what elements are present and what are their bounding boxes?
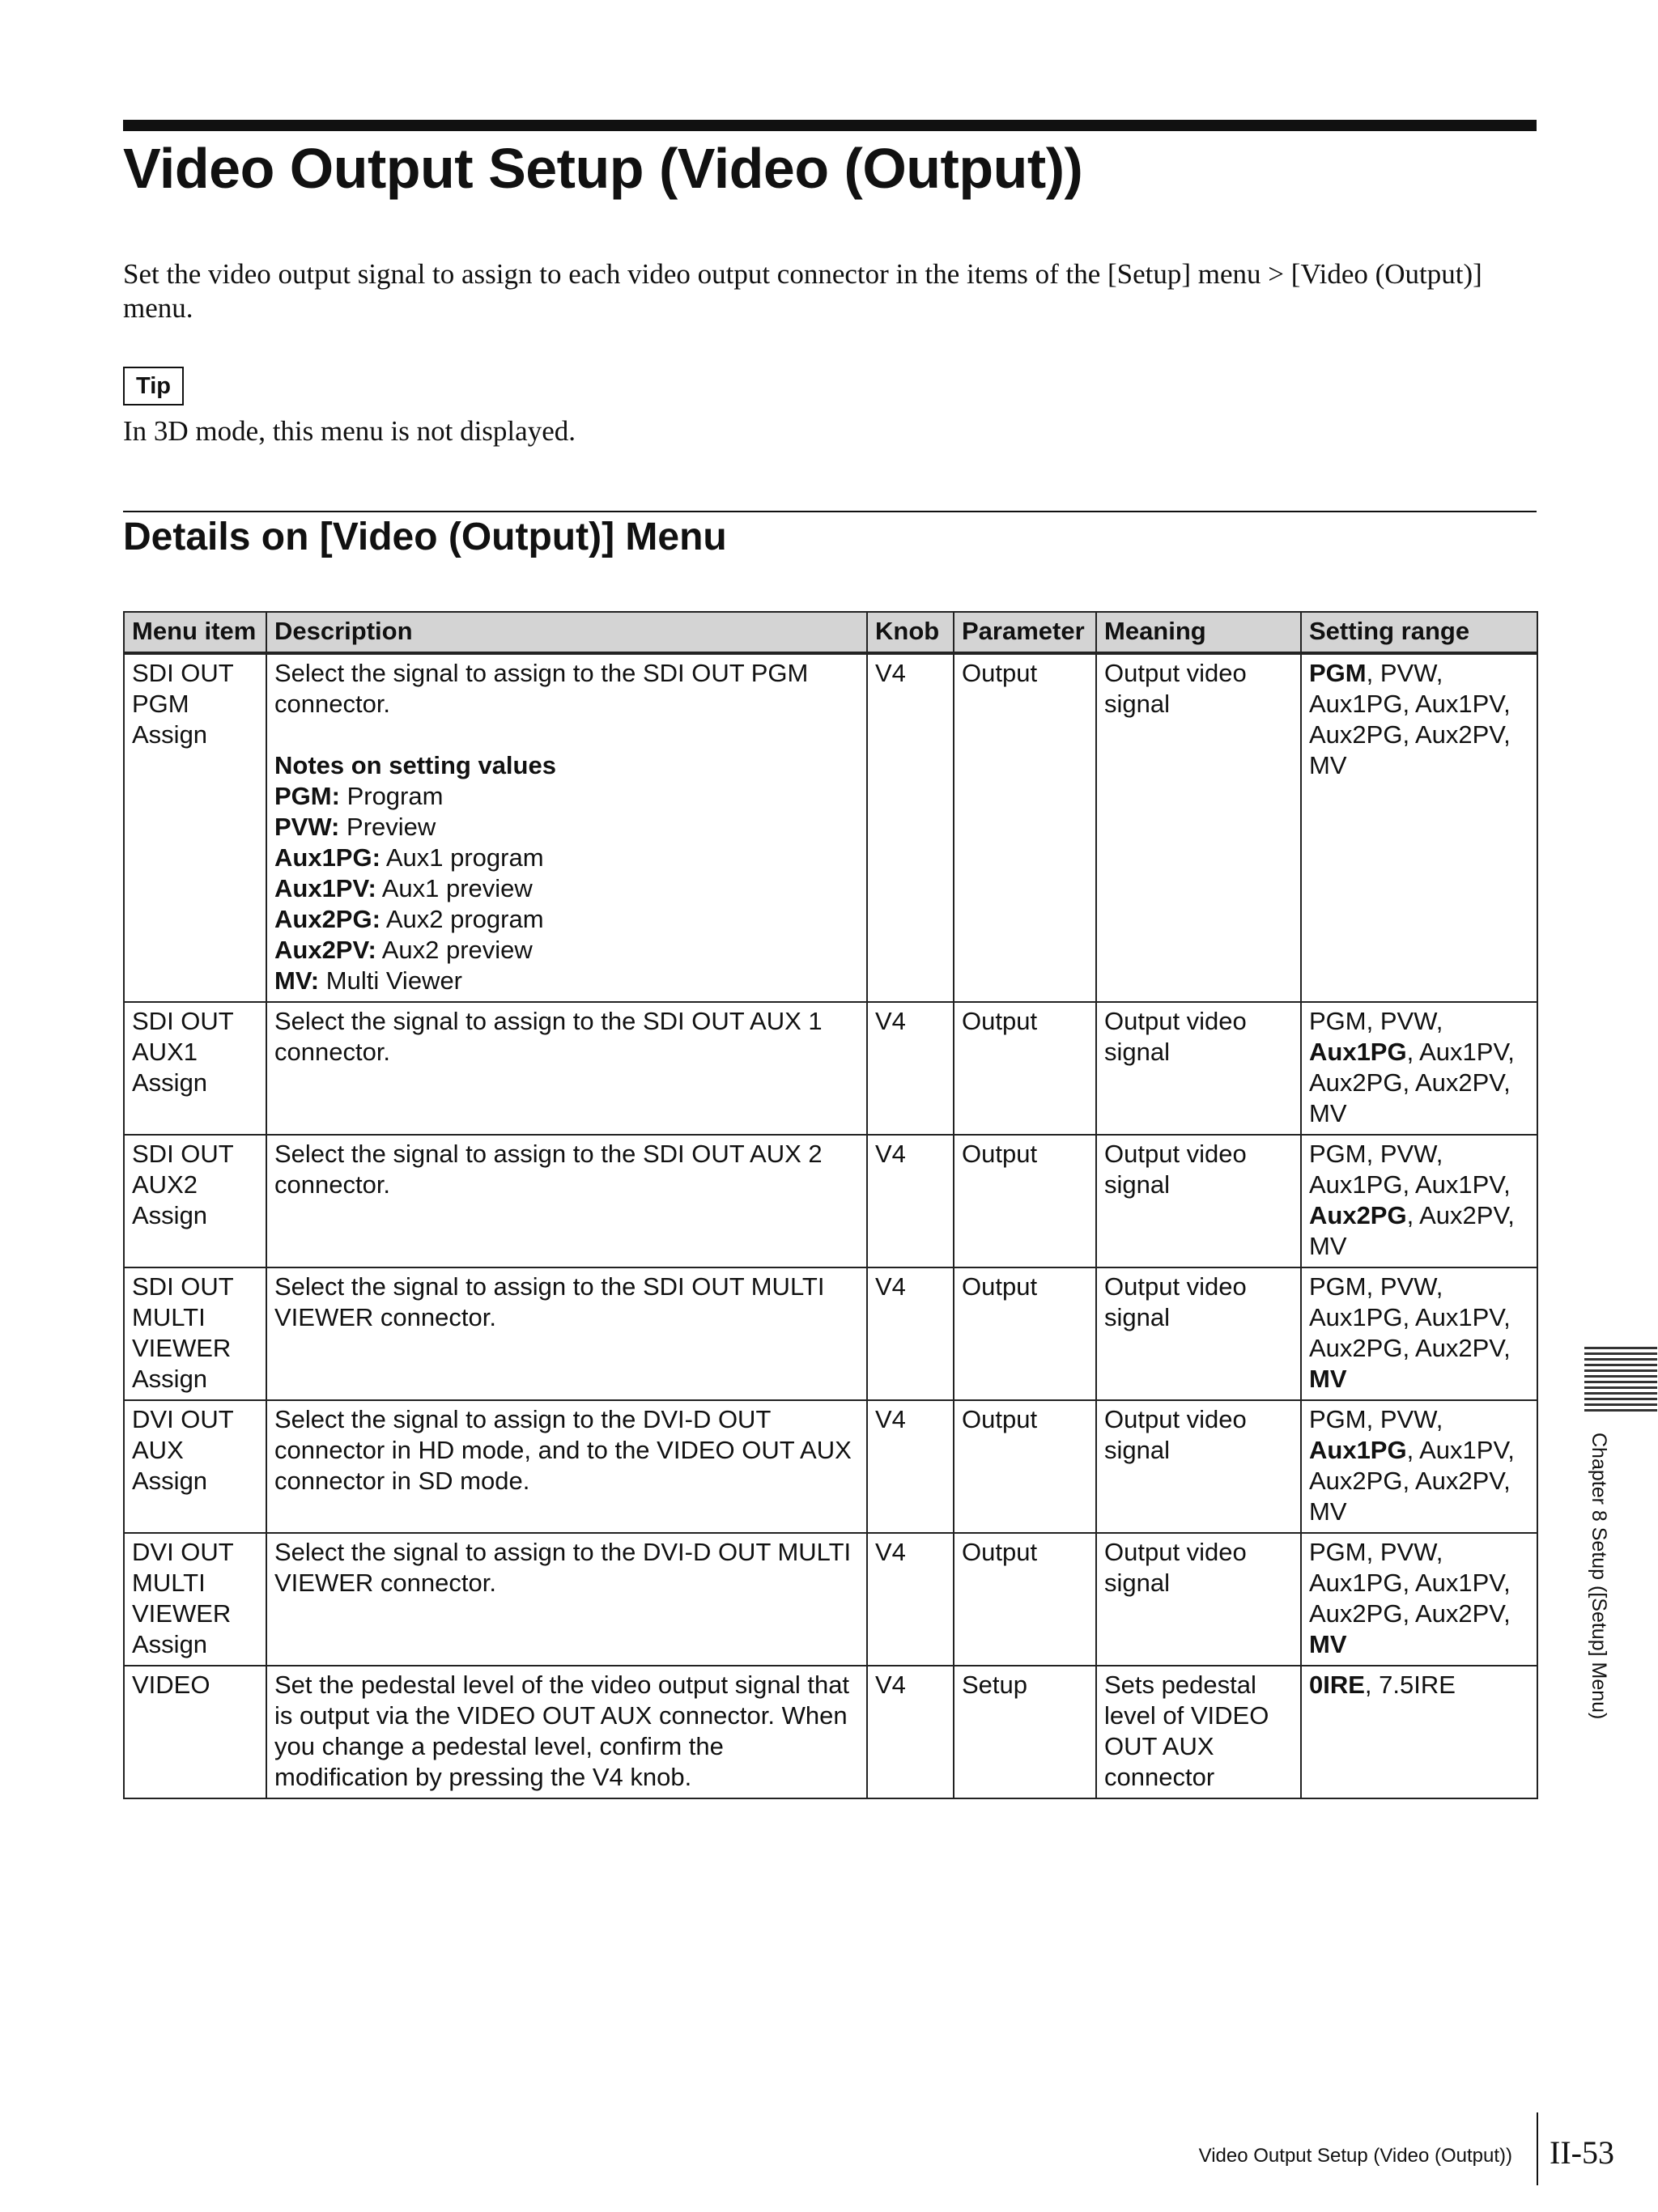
note-key: PGM: — [274, 782, 340, 810]
menu-item-cell — [124, 1666, 266, 1798]
note-key: Aux2PG: — [274, 905, 380, 933]
menu-item-cell — [124, 1400, 266, 1533]
knob-cell: V4 — [867, 653, 954, 1002]
note-value: Aux1 preview — [381, 874, 533, 902]
description-text: Set the pedestal level of the video output signal that is output via the VIDEO OUT AUX connector. When you change a pedestal level, confirm the modification by pressing the V4 knob. — [274, 1671, 850, 1791]
table-row — [124, 1666, 1537, 1798]
range-text: , PVW, — [1366, 659, 1443, 687]
default-value: PGM — [1309, 659, 1367, 687]
default-value: 0IRE — [1309, 1671, 1365, 1699]
knob-cell: V4 — [867, 1267, 954, 1400]
menu-item-line: SDI OUT — [132, 659, 234, 687]
note-key: Aux1PG: — [274, 843, 380, 872]
table-row — [124, 1400, 1537, 1533]
meaning-cell: Output video signal — [1096, 1135, 1301, 1267]
table-row — [124, 1002, 1537, 1135]
parameter-cell: Output — [954, 1135, 1096, 1267]
note-value: Program — [346, 782, 444, 810]
setting-range-cell — [1301, 1666, 1537, 1798]
notes-title: Notes on setting values — [274, 751, 556, 779]
side-tab-rule — [1584, 1398, 1657, 1400]
table-body — [124, 653, 1537, 1798]
title-rule — [123, 120, 1537, 131]
side-tab-rule — [1584, 1386, 1657, 1389]
menu-item-line: DVI OUT — [132, 1405, 234, 1433]
note-value: Aux2 preview — [381, 936, 533, 964]
side-tab-rule — [1584, 1375, 1657, 1378]
table-row — [124, 1135, 1537, 1267]
parameter-cell: Output — [954, 1400, 1096, 1533]
menu-item-cell — [124, 653, 266, 1002]
menu-item-line: AUX — [132, 1436, 184, 1464]
footer-divider — [1537, 2112, 1538, 2185]
menu-item-line: SDI OUT — [132, 1007, 234, 1035]
default-value: MV — [1309, 1365, 1347, 1393]
description-cell — [266, 1533, 867, 1666]
meaning-cell: Output video signal — [1096, 1400, 1301, 1533]
menu-item-line: Assign — [132, 1365, 208, 1393]
menu-item-line: VIEWER — [132, 1334, 232, 1362]
menu-item-cell — [124, 1267, 266, 1400]
setting-range-cell — [1301, 1002, 1537, 1135]
menu-item-line: Assign — [132, 720, 208, 749]
menu-item-line: DVI OUT — [132, 1538, 234, 1566]
side-tab-rule — [1584, 1403, 1657, 1406]
menu-item-line: Assign — [132, 1467, 208, 1495]
range-text: PGM, PVW, Aux1PG, Aux1PV, Aux2PG, Aux2PV, — [1309, 1272, 1511, 1362]
default-value: Aux1PG — [1309, 1436, 1407, 1464]
page-title: Video Output Setup (Video (Output)) — [123, 137, 1083, 200]
note-value: Aux1 program — [385, 843, 544, 872]
setting-range-cell — [1301, 1135, 1537, 1267]
meaning-cell: Output video signal — [1096, 653, 1301, 1002]
menu-item-line: MULTI — [132, 1303, 206, 1331]
knob-cell: V4 — [867, 1666, 954, 1798]
side-tab-rule — [1584, 1409, 1657, 1412]
description-text: Select the signal to assign to the SDI OUT MULTI VIEWER connector. — [274, 1272, 825, 1331]
menu-item-line: MULTI — [132, 1569, 206, 1597]
meaning-cell: Output video signal — [1096, 1267, 1301, 1400]
range-text: , Aux1PV, Aux2PG, Aux2PV, MV — [1309, 1436, 1515, 1526]
setting-range-cell — [1301, 653, 1537, 1002]
description-cell — [266, 653, 867, 1002]
description-cell — [266, 1135, 867, 1267]
parameter-cell: Output — [954, 1533, 1096, 1666]
description-text: Select the signal to assign to the DVI-D OUT MULTI VIEWER connector. — [274, 1538, 852, 1597]
note-line — [274, 904, 859, 935]
range-text: PGM, PVW, Aux1PG, Aux1PV, — [1309, 1140, 1511, 1199]
note-line — [274, 843, 859, 873]
menu-item-line: SDI OUT — [132, 1272, 234, 1301]
menu-item-line: AUX2 — [132, 1170, 198, 1199]
range-text: PGM, PVW, — [1309, 1007, 1443, 1035]
note-line — [274, 966, 859, 996]
note-line — [274, 935, 859, 966]
side-tab-rule — [1584, 1381, 1657, 1383]
column-header: Parameter — [954, 612, 1096, 653]
setting-range-cell — [1301, 1533, 1537, 1666]
meaning-cell: Sets pedestal level of VIDEO OUT AUX connector — [1096, 1666, 1301, 1798]
menu-item-line: Assign — [132, 1068, 208, 1097]
column-header: Setting range — [1301, 612, 1537, 653]
description-cell — [266, 1400, 867, 1533]
range-text: Aux1PG, Aux1PV, Aux2PG, Aux2PV, MV — [1309, 690, 1511, 779]
range-text: PGM, PVW, — [1309, 1405, 1443, 1433]
knob-cell: V4 — [867, 1135, 954, 1267]
side-tab-rule — [1584, 1364, 1657, 1366]
note-line — [274, 812, 859, 843]
table-row — [124, 1267, 1537, 1400]
column-header: Knob — [867, 612, 954, 653]
knob-cell: V4 — [867, 1002, 954, 1135]
meaning-cell: Output video signal — [1096, 1533, 1301, 1666]
chapter-side-tab: Chapter 8 Setup ([Setup] Menu) — [1588, 1433, 1610, 1720]
setting-range-cell — [1301, 1267, 1537, 1400]
side-tab-rule — [1584, 1352, 1657, 1355]
menu-item-line: VIDEO — [132, 1671, 210, 1699]
menu-item-line: Assign — [132, 1201, 208, 1229]
side-tab-rule — [1584, 1392, 1657, 1395]
parameter-cell: Setup — [954, 1666, 1096, 1798]
range-text: PGM, PVW, Aux1PG, Aux1PV, Aux2PG, Aux2PV, — [1309, 1538, 1511, 1628]
section-title: Details on [Video (Output)] Menu — [123, 516, 727, 558]
menu-item-cell — [124, 1002, 266, 1135]
note-key: Aux2PV: — [274, 936, 376, 964]
parameter-cell: Output — [954, 653, 1096, 1002]
tip-label: Tip — [123, 367, 184, 405]
column-header: Menu item — [124, 612, 266, 653]
side-tab-rule — [1584, 1369, 1657, 1372]
page-number: II-53 — [1550, 2134, 1614, 2171]
note-value: Aux2 program — [385, 905, 544, 933]
range-text: , 7.5IRE — [1364, 1671, 1456, 1699]
description-text: Select the signal to assign to the DVI-D OUT connector in HD mode, and to the VIDEO OUT AUX connector in SD mode. — [274, 1405, 852, 1495]
default-value: MV — [1309, 1630, 1347, 1658]
description-text: Select the signal to assign to the SDI OUT AUX 1 connector. — [274, 1007, 823, 1066]
side-tab-rule — [1584, 1358, 1657, 1361]
setting-range-cell — [1301, 1400, 1537, 1533]
side-tab-rule — [1584, 1347, 1657, 1349]
knob-cell: V4 — [867, 1533, 954, 1666]
description-cell — [266, 1267, 867, 1400]
range-text: , Aux2PV, MV — [1309, 1201, 1515, 1260]
note-key: Aux1PV: — [274, 874, 376, 902]
menu-item-cell — [124, 1533, 266, 1666]
table-row — [124, 1533, 1537, 1666]
menu-item-line: VIEWER — [132, 1599, 232, 1628]
menu-item-line: PGM — [132, 690, 189, 718]
parameter-cell: Output — [954, 1002, 1096, 1135]
menu-item-cell — [124, 1135, 266, 1267]
section-rule — [123, 511, 1537, 512]
default-value: Aux2PG — [1309, 1201, 1407, 1229]
footer-title: Video Output Setup (Video (Output)) — [1198, 2145, 1512, 2167]
note-line — [274, 873, 859, 904]
note-key: PVW: — [274, 813, 340, 841]
note-value: Preview — [346, 813, 436, 841]
knob-cell: V4 — [867, 1400, 954, 1533]
note-value: Multi Viewer — [325, 966, 463, 995]
menu-item-line: SDI OUT — [132, 1140, 234, 1168]
description-text: Select the signal to assign to the SDI OUT PGM connector. — [274, 659, 809, 718]
table-header-row — [124, 612, 1537, 653]
range-text: , Aux1PV, Aux2PG, Aux2PV, MV — [1309, 1038, 1515, 1127]
menu-item-line: AUX1 — [132, 1038, 198, 1066]
table-row — [124, 653, 1537, 1002]
column-header: Description — [266, 612, 867, 653]
description-cell — [266, 1666, 867, 1798]
meaning-cell: Output video signal — [1096, 1002, 1301, 1135]
note-key: MV: — [274, 966, 320, 995]
menu-item-line: Assign — [132, 1630, 208, 1658]
description-cell — [266, 1002, 867, 1135]
menu-table — [123, 611, 1538, 1799]
column-header: Meaning — [1096, 612, 1301, 653]
parameter-cell: Output — [954, 1267, 1096, 1400]
note-line — [274, 781, 859, 812]
tip-text: In 3D mode, this menu is not displayed. — [123, 415, 576, 447]
description-text: Select the signal to assign to the SDI OUT AUX 2 connector. — [274, 1140, 823, 1199]
default-value: Aux1PG — [1309, 1038, 1407, 1066]
intro-paragraph: Set the video output signal to assign to each video output connector in the items of the [Setup] menu > [Video (Output)] menu. — [123, 258, 1482, 324]
